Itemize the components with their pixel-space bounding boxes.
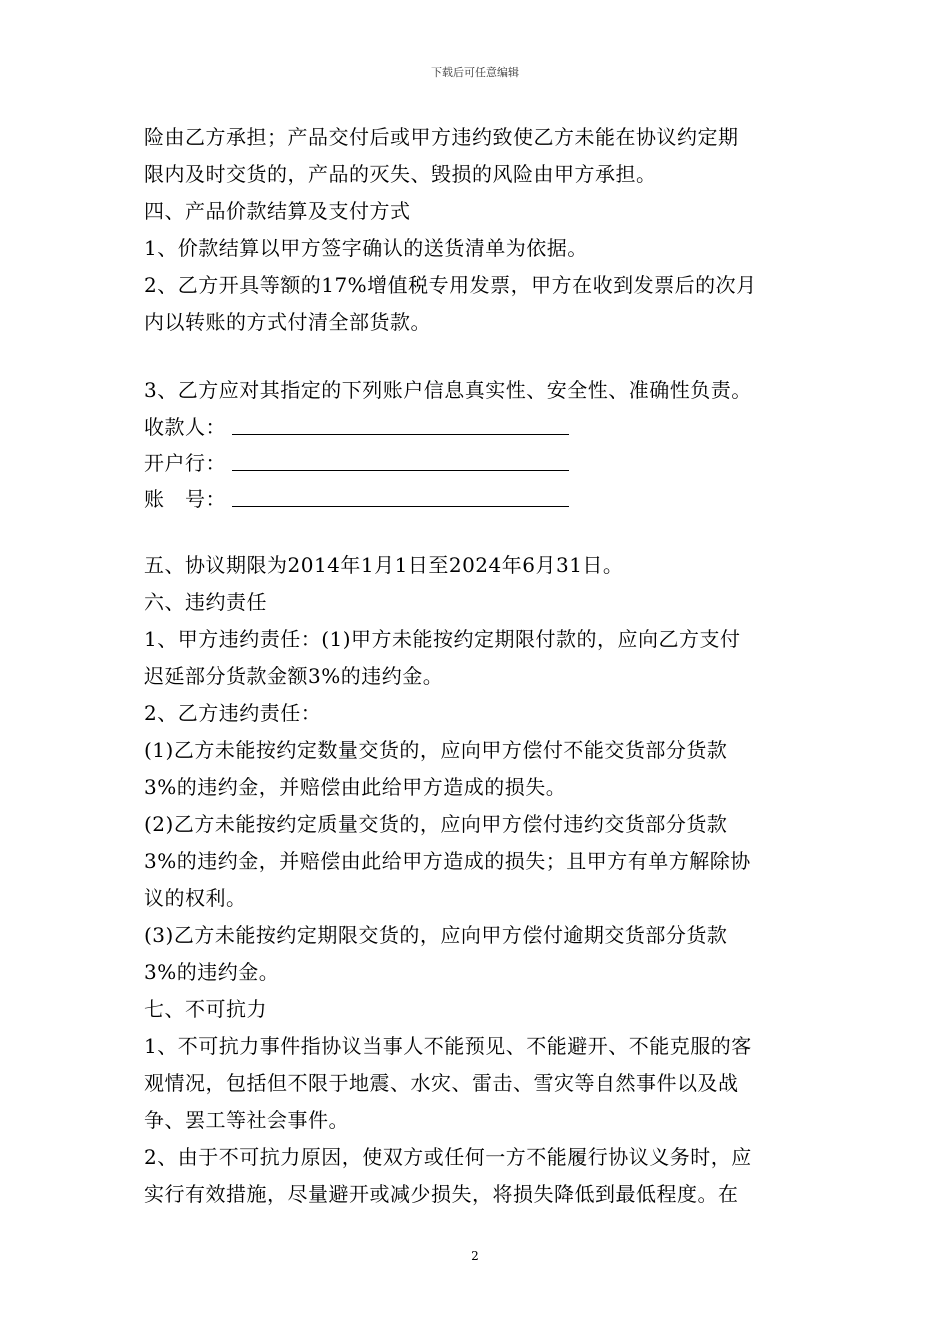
fill-in-blank-line bbox=[232, 506, 569, 507]
page-header: 下载后可任意编辑 bbox=[431, 66, 519, 79]
account-info-fields bbox=[144, 409, 809, 517]
paragraph-line: 3、乙方应对其指定的下列账户信息真实性、安全性、准确性负责。 bbox=[144, 378, 752, 402]
section-heading: 四、产品价款结算及支付方式 bbox=[144, 199, 411, 223]
blank-line bbox=[144, 517, 809, 547]
paragraph-line: (3)乙方未能按约定期限交货的，应向甲方偿付逾期交货部分货款 bbox=[144, 923, 728, 947]
paragraph-line: 2、乙方开具等额的17%增值税专用发票，甲方在收到发票后的次月 bbox=[144, 273, 757, 297]
paragraph-line: 3%的违约金。 bbox=[144, 960, 280, 984]
paragraph-line: 内以转账的方式付清全部货款。 bbox=[144, 310, 431, 334]
section-heading: 五、协议期限为2014年1月1日至2024年6月31日。 bbox=[144, 553, 624, 577]
account-number-field bbox=[144, 481, 809, 517]
paragraph-line: 2、乙方违约责任： bbox=[144, 701, 322, 725]
paragraph-line: 迟延部分货款金额3%的违约金。 bbox=[144, 664, 444, 688]
page-number: 2 bbox=[471, 1249, 479, 1263]
section-a bbox=[144, 119, 809, 341]
paragraph-line: 限内及时交货的，产品的灭失、毁损的风险由甲方承担。 bbox=[144, 162, 657, 186]
payee-field bbox=[144, 409, 809, 445]
paragraph-line: 3%的违约金，并赔偿由此给甲方造成的损失。 bbox=[144, 775, 567, 799]
paragraph-line: (1)乙方未能按约定数量交货的，应向甲方偿付不能交货部分货款 bbox=[144, 738, 728, 762]
paragraph-line: 议的权利。 bbox=[144, 886, 247, 910]
paragraph-line: (2)乙方未能按约定质量交货的，应向甲方偿付违约交货部分货款 bbox=[144, 812, 728, 836]
paragraph-line: 1、甲方违约责任：(1)甲方未能按约定期限付款的，应向乙方支付 bbox=[144, 627, 741, 651]
paragraph-line: 1、不可抗力事件指协议当事人不能预见、不能避开、不能克服的客 bbox=[144, 1034, 752, 1058]
fill-in-blank-line bbox=[232, 470, 569, 471]
document-body bbox=[144, 119, 809, 1213]
fill-in-blank-line bbox=[232, 434, 569, 435]
paragraph-line: 2、由于不可抗力原因，使双方或任何一方不能履行协议义务时，应 bbox=[144, 1145, 752, 1169]
section-heading: 六、违约责任 bbox=[144, 590, 267, 614]
paragraph-line: 3%的违约金，并赔偿由此给甲方造成的损失；且甲方有单方解除协 bbox=[144, 849, 751, 873]
paragraph-line: 险由乙方承担；产品交付后或甲方违约致使乙方未能在协议约定期 bbox=[144, 125, 739, 149]
section-c bbox=[144, 547, 809, 1213]
paragraph-line: 观情况，包括但不限于地震、水灾、雷击、雪灾等自然事件以及战 bbox=[144, 1071, 739, 1095]
bank-field bbox=[144, 445, 809, 481]
blank-line bbox=[144, 341, 809, 372]
field-label: 账 号： bbox=[144, 487, 226, 511]
paragraph-line: 实行有效措施，尽量避开或减少损失，将损失降低到最低程度。在 bbox=[144, 1182, 739, 1206]
paragraph-line: 争、罢工等社会事件。 bbox=[144, 1108, 349, 1132]
paragraph-line: 1、价款结算以甲方签字确认的送货清单为依据。 bbox=[144, 236, 588, 260]
field-label: 收款人： bbox=[144, 415, 226, 439]
section-heading: 七、不可抗力 bbox=[144, 997, 267, 1021]
field-label: 开户行： bbox=[144, 451, 226, 475]
